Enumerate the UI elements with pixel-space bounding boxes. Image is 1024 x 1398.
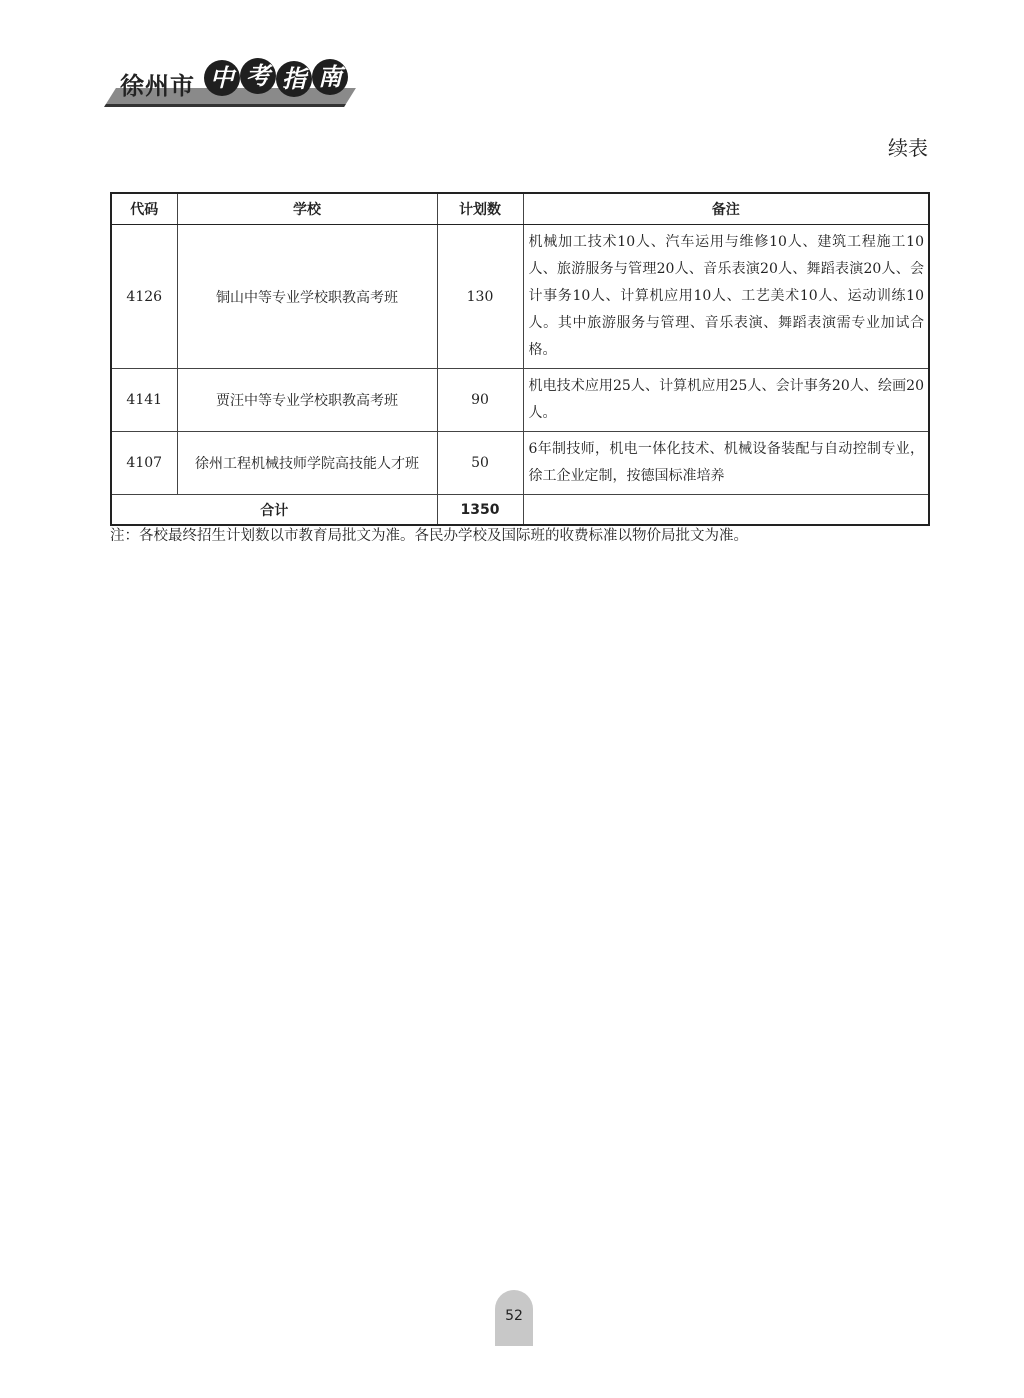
cell-school: 贾汪中等专业学校职教高考班 [177,369,437,432]
table-row [111,369,929,432]
table-header-row [111,193,929,225]
column-header-school: 学校 [177,193,437,225]
footnote: 注：各校最终招生计划数以市教育局批文为准。各民办学校及国际班的收费标准以物价局批文为准。 [110,528,748,544]
cell-plan: 130 [437,225,523,369]
page-number: 52 [495,1290,533,1346]
logo-char-zhong: 中 [204,60,240,96]
column-header-note: 备注 [523,193,929,225]
cell-code: 4141 [111,369,177,432]
logo-char-kao: 考 [240,58,276,94]
cell-school: 铜山中等专业学校职教高考班 [177,225,437,369]
cell-note: 6年制技师，机电一体化技术、机械设备装配与自动控制专业，徐工企业定制，按德国标准培养 [523,432,929,495]
enrollment-plan-table [110,192,930,526]
cell-school: 徐州工程机械技师学院高技能人才班 [177,432,437,495]
cell-code: 4107 [111,432,177,495]
logo-char-zhi: 指 [276,61,312,97]
column-header-plan: 计划数 [437,193,523,225]
logo-char-nan: 南 [312,59,348,95]
total-label: 合计 [111,495,437,526]
logo-city-text: 徐州市 [120,72,195,100]
cell-note: 机械加工技术10人、汽车运用与维修10人、建筑工程施工10人、旅游服务与管理20人、音乐表演20人、舞蹈表演20人、会计事务10人、计算机应用10人、工艺美术10人、运动训练10人。其中旅游服务与管理、音乐表演、舞蹈表演需专业加试合格。 [523,225,929,369]
header-logo [108,58,358,110]
cell-plan: 50 [437,432,523,495]
column-header-code: 代码 [111,193,177,225]
table-row [111,432,929,495]
continued-label: 续表 [888,136,928,160]
cell-plan: 90 [437,369,523,432]
table-row [111,225,929,369]
table-total-row [111,495,929,526]
total-value: 1350 [437,495,523,526]
total-note-empty [523,495,929,526]
cell-code: 4126 [111,225,177,369]
cell-note: 机电技术应用25人、计算机应用25人、会计事务20人、绘画20人。 [523,369,929,432]
